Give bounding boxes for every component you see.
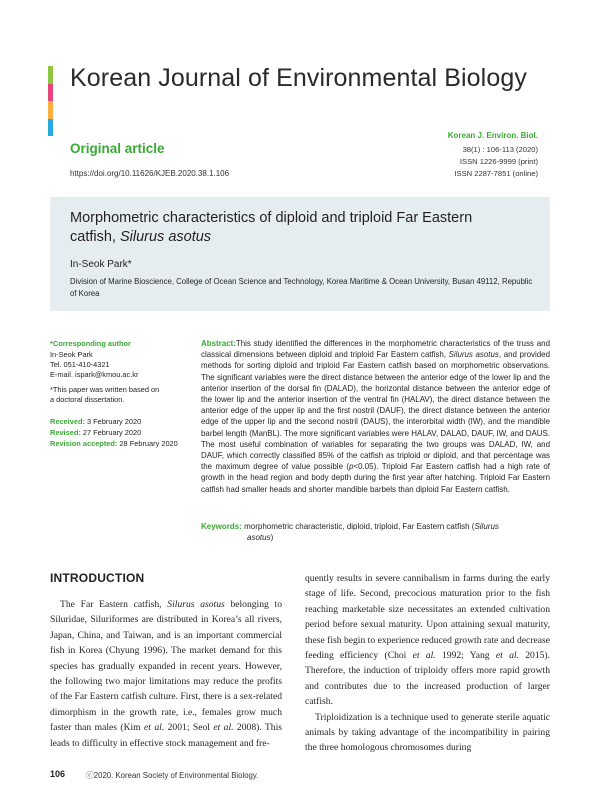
text-run-italic: et al. <box>144 722 165 734</box>
abstract-text-3: <0.05). Triploid Far Eastern catfish had a high rate of growth in the head region and body depth during the first year after hatching. Triploid Far Eastern catfish had smaller heads and shorter mandible barbels than diploid Far Eastern catfish. <box>201 462 550 494</box>
text-run-italic: Silurus asotus <box>167 599 225 610</box>
paragraph <box>50 597 282 751</box>
color-segment-green <box>48 66 53 84</box>
received-label: Received: <box>50 417 85 426</box>
paragraph <box>305 571 550 710</box>
keywords <box>201 521 550 543</box>
author-affiliation: Division of Marine Bioscience, College of Ocean Science and Technology, Korea Maritime & Ocean University, Busan 49112, Republic of Korea <box>70 277 533 298</box>
doi-link[interactable]: https://doi.org/10.11626/KJEB.2020.38.1.106 <box>70 169 230 178</box>
text-run: Triploidization is a technique used to generate sterile aquatic animals by taking advantage of the incompatibility in pairing the three homologous chromosomes during <box>305 711 550 754</box>
volume-pages: 38(1) : 106-113 (2020) <box>462 145 538 154</box>
article-title <box>70 209 540 247</box>
body-column-right <box>305 571 550 756</box>
article-title-line2: catfish, <box>70 229 120 245</box>
issn-print: ISSN 1226-9999 (print) <box>459 157 538 166</box>
color-segment-pink <box>48 84 53 102</box>
color-segment-orange <box>48 101 53 119</box>
received-date: 3 February 2020 <box>86 417 142 426</box>
abstract-text-1: This study identified the differences in the morphometric characteristics of the truss and classical dimensions between diploid and triploid Far Eastern catfish, <box>201 339 550 360</box>
keywords-text: morphometric characteristic, diploid, triploid, Far Eastern catfish ( <box>241 522 475 531</box>
species-name: Silurus asotus <box>119 229 212 245</box>
dissertation-note-line1: *This paper was written based on <box>50 385 160 394</box>
text-run: The Far Eastern catfish, <box>60 599 168 610</box>
issn-online: ISSN 2287-7851 (online) <box>454 169 538 178</box>
article-title-line1: Morphometric characteristics of diploid and triploid Far Eastern <box>70 210 473 226</box>
author-name: In-Seok Park* <box>70 259 132 270</box>
keywords-italic-1: Silurus <box>474 522 499 531</box>
text-run-italic: et al. <box>495 650 519 662</box>
revised-date-line <box>50 428 141 438</box>
accepted-date: 28 February 2020 <box>119 439 178 448</box>
text-run: belonging to Siluridae, Siluriformes are distributed in Korea’s all rivers, Japan, China, and Taiwan, and is an important commercial fish in Korea (Chyung 1996). The market demand for this species has gradually expanded in recent years. However, the following two major limitations may reduce the profits of the Far Eastern catfish culture. First, there is a sex-related dimorphism in the growth rate, i.e., females grow much faster than males (Kim <box>50 599 282 734</box>
text-run: 2001; Seol <box>164 722 214 734</box>
accepted-label: Revision accepted: <box>50 439 118 448</box>
body-column-left <box>50 597 282 751</box>
text-run: 2015). Therefore, the induction of triploidy offers more rapid growth and contributes due to the increased production of larger catfish. <box>305 650 551 708</box>
corresponding-author-tel: Tel. 051-410-4321 <box>50 360 110 369</box>
page-number: 106 <box>50 769 66 779</box>
abstract-label: Abstract: <box>201 339 236 348</box>
text-run: quently results in severe cannibalism in farms during the early stage of life. Second, precocious maturation prior to the fish reaching marketable size necessitates an extended cultivation period before sexual maturity. Upon attaining sexual maturity, these fish begin to experience reduced growth rate and decrease feeding efficiency (Choi <box>305 573 550 662</box>
corresponding-author-label: *Corresponding author <box>50 339 131 348</box>
accepted-date-line <box>50 439 178 449</box>
revised-label: Revised: <box>50 428 81 437</box>
abstract-species: Silurus asotus <box>448 350 499 360</box>
copyright: ⓒ2020. Korean Society of Environmental Biology. <box>86 771 259 780</box>
text-run-italic: et al. <box>213 722 234 734</box>
dissertation-note-line2: a doctoral dissertation. <box>50 395 125 404</box>
text-run-italic: et al. <box>412 650 436 662</box>
section-heading-introduction: INTRODUCTION <box>50 571 145 585</box>
abstract <box>201 338 550 495</box>
keywords-close: ) <box>270 533 274 542</box>
journal-color-bar <box>48 66 53 136</box>
keywords-italic-2: asotus <box>247 533 271 542</box>
corresponding-author-email[interactable]: E-mail. ispark@kmou.ac.kr <box>50 370 139 379</box>
paragraph <box>305 710 550 756</box>
abstract-p: p <box>349 462 354 472</box>
text-run: 1992; Yang <box>435 650 496 662</box>
article-type: Original article <box>70 141 165 156</box>
journal-abbreviation: Korean J. Environ. Biol. <box>447 131 538 140</box>
abstract-text-2: , and provided methods for sorting diploid and triploid Far Eastern catfish based on morphometric observations. The significant variables were the direct distance between the anterior edge of the lower lip and the anterior insertion of the dorsal fin (DALAD), the horizontal distance between the anterior edge of the lower lip and the anterior insertion of the ventral fin (HALAV), the direct distance between the anterior edge of the upper lip and the first nostril (DAUF), the direct distance between the anterior edge of the upper lip and the second nostril (DAUS), the interorbital width (IW), and the mandible barbel length (ManBL). The more significant variables were HALAV, DALAD, DAUF, IW, and DAUS. The most useful combination of variables for separating the two groups was DALAD, IW, and DAUF, which correctly classified 85% of the catfish as triploid or diploid, and that percentage was the maximum degree of value possible ( <box>201 350 551 472</box>
color-segment-blue <box>48 119 53 137</box>
journal-title: Korean Journal of Environmental Biology <box>70 64 527 92</box>
keywords-label: Keywords: <box>201 522 242 531</box>
corresponding-author-name: In-Seok Park <box>50 350 93 359</box>
text-run: 2008). This leads to difficulty in effective stock management and fre- <box>50 722 282 749</box>
revised-date: 27 February 2020 <box>82 428 142 437</box>
received-date-line <box>50 417 141 427</box>
